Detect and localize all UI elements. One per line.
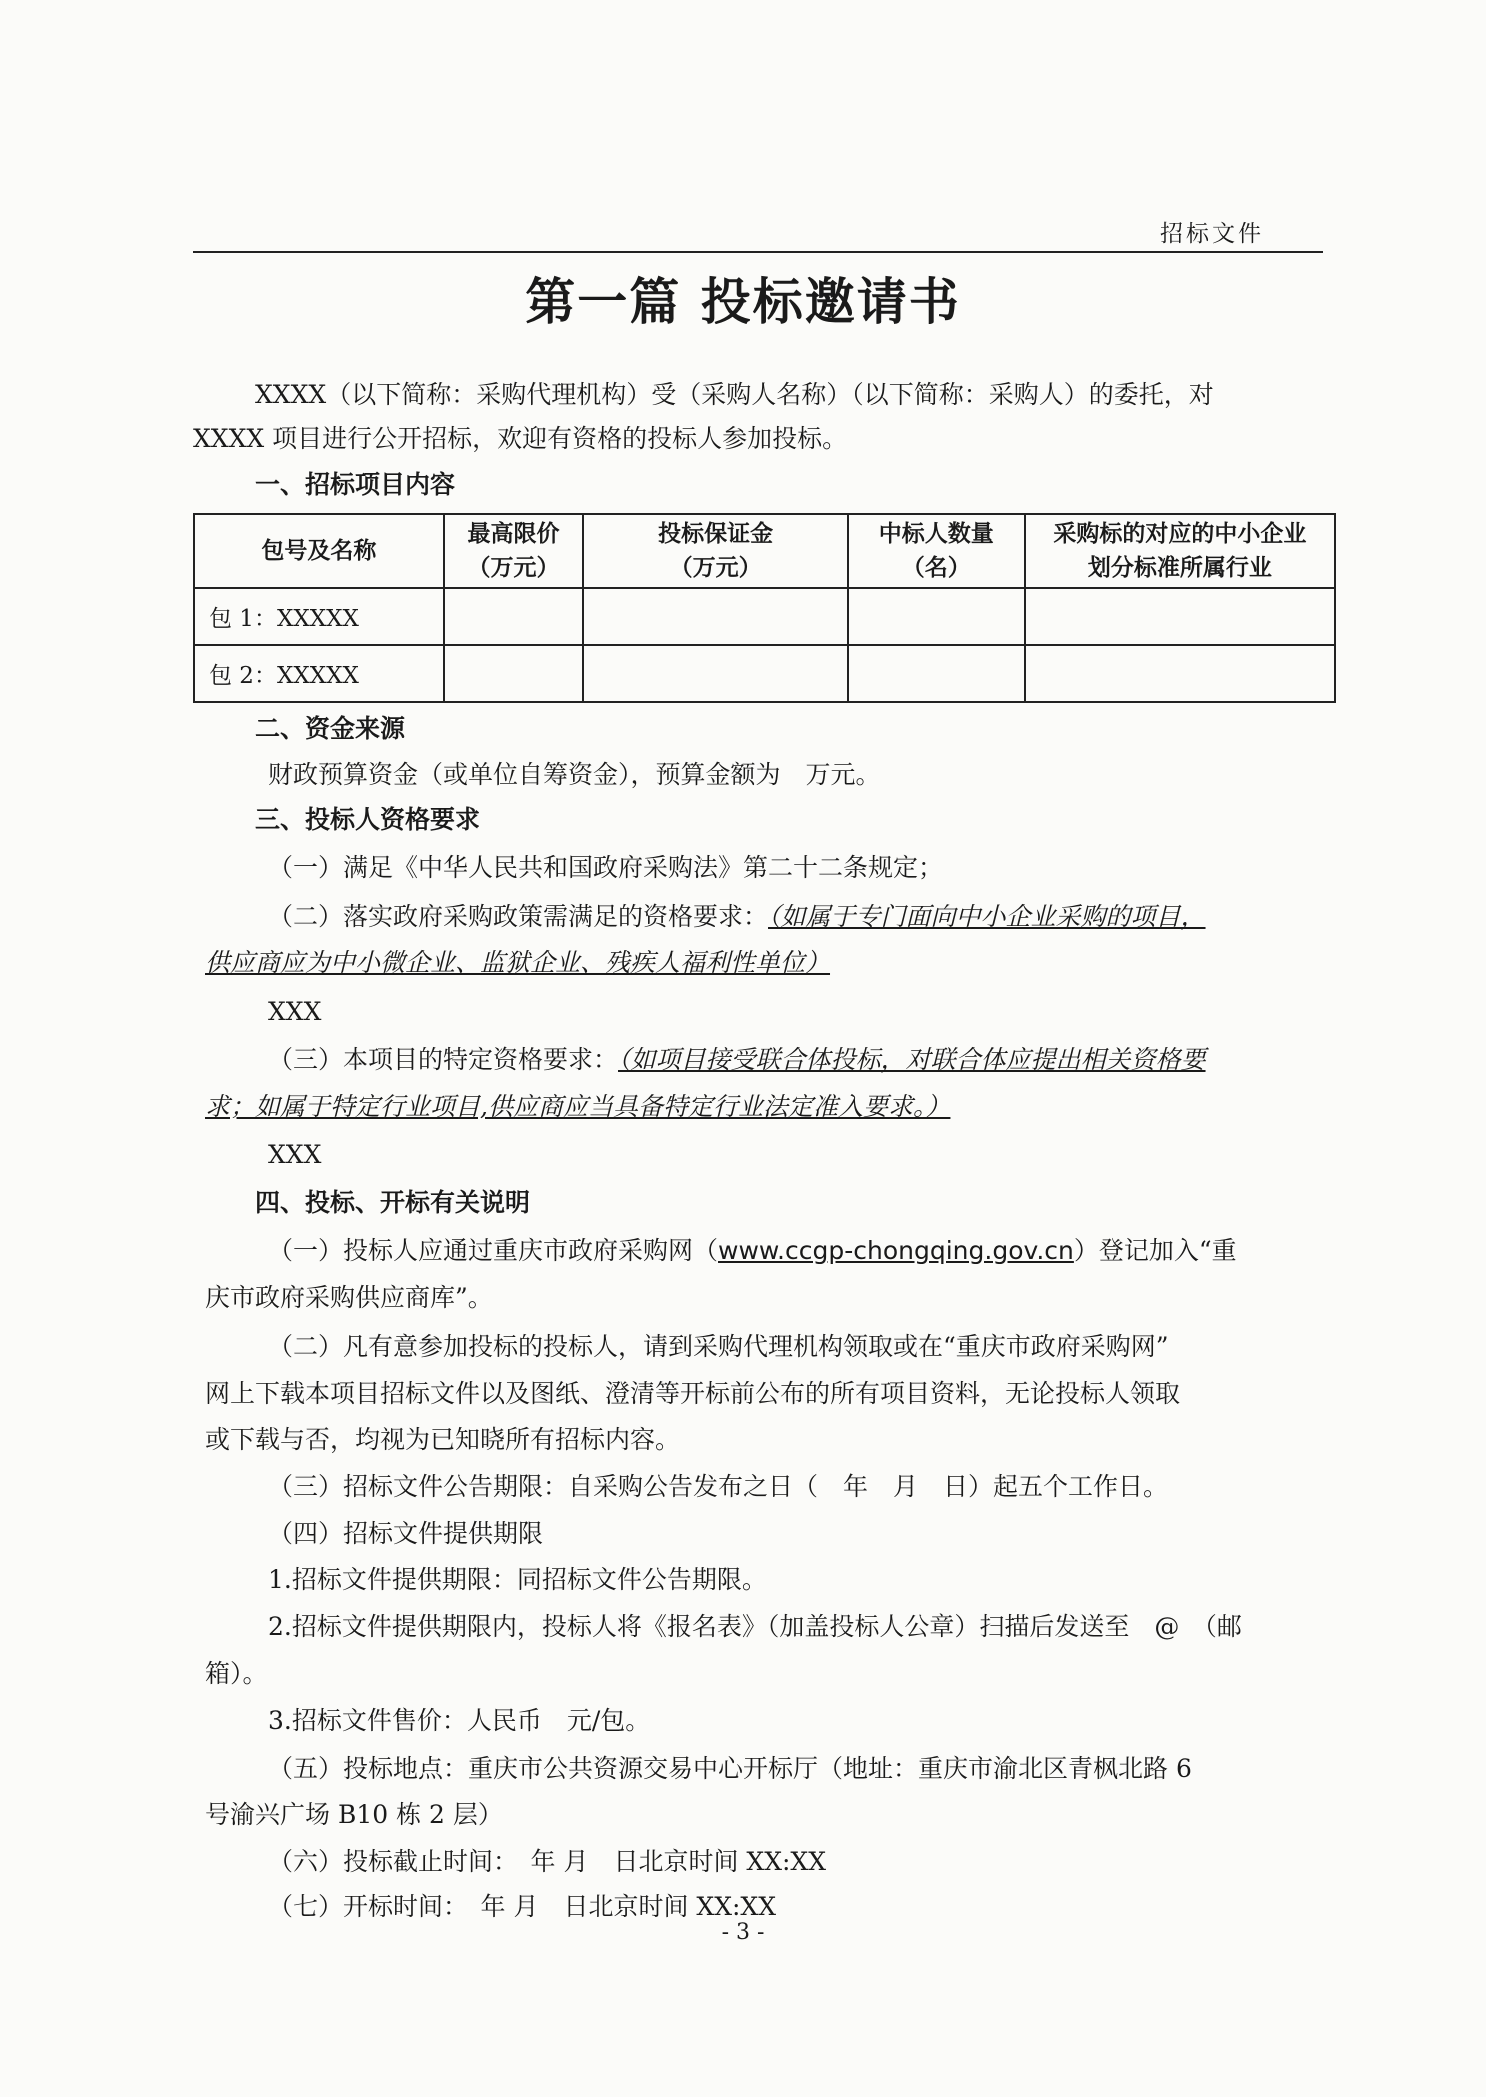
requirement-3-note: （如项目接受联合体投标，对联合体应提出相关资格要 — [618, 1045, 1206, 1074]
requirement-3-prefix: （三）本项目的特定资格要求： — [268, 1045, 619, 1074]
header-package-name: 包号及名称 — [194, 514, 444, 588]
header-sme-industry: 采购标的对应的中小企业 划分标准所属行业 — [1025, 514, 1335, 588]
requirement-3-value: XXX — [268, 1140, 322, 1169]
page-title: 第一篇 投标邀请书 — [525, 273, 961, 331]
note-4-3: 3.招标文件售价：人民币 元/包。 — [268, 1706, 651, 1735]
note-4-1: 1.招标文件提供期限：同招标文件公告期限。 — [268, 1565, 767, 1594]
table-cell — [848, 645, 1025, 702]
requirement-2-prefix: （二）落实政府采购政策需满足的资格要求： — [268, 902, 769, 931]
note-2-line-1: （二）凡有意参加投标的投标人，请到采购代理机构领取或在“重庆市政府采购网” — [268, 1332, 1169, 1361]
section-2-heading: 二、资金来源 — [255, 714, 406, 743]
table-row — [194, 645, 1335, 702]
header-label: 招标文件 — [1160, 221, 1264, 247]
section-3-heading: 三、投标人资格要求 — [255, 805, 481, 834]
header-divider — [193, 251, 1323, 253]
page-number: - 3 - — [721, 1920, 765, 1945]
note-2-line-2: 网上下载本项目招标文件以及图纸、澄清等开标前公布的所有项目资料，无论投标人领取 — [205, 1379, 1181, 1408]
note-7: （七）开标时间： 年 月 日北京时间 XX:XX — [268, 1892, 777, 1921]
header-winner-count: 中标人数量 （名） — [848, 514, 1025, 588]
note-1: （一）投标人应通过重庆市政府采购网（www.ccgp-chongqing.gov.cn）登记加入“重 — [268, 1236, 1237, 1265]
requirement-3-note-cont: 求；如属于特定行业项目,供应商应当具备特定行业法定准入要求。） — [205, 1092, 951, 1121]
note-5: （五）投标地点：重庆市公共资源交易中心开标厅（地址：重庆市渝北区青枫北路 6 — [268, 1754, 1192, 1783]
note-6: （六）投标截止时间： 年 月 日北京时间 XX:XX — [268, 1847, 827, 1876]
requirement-2 — [268, 900, 1206, 934]
section-1-heading: 一、招标项目内容 — [255, 470, 456, 499]
table-cell: 包 2：XXXXX — [194, 645, 444, 702]
note-1-cont: 庆市政府采购供应商库”。 — [205, 1283, 493, 1312]
intro-line-1: XXXX（以下简称：采购代理机构）受（采购人名称）（以下简称：采购人）的委托，对 — [255, 380, 1214, 409]
note-2-line-3: 或下载与否，均视为已知晓所有招标内容。 — [205, 1425, 681, 1454]
note-4-2-cont: 箱）。 — [205, 1659, 268, 1688]
table-cell — [583, 645, 847, 702]
table-cell — [1025, 588, 1335, 645]
note-4-2: 2.招标文件提供期限内，投标人将《报名表》（加盖投标人公章）扫描后发送至 @ （邮 — [268, 1612, 1242, 1641]
header-max-price: 最高限价 （万元） — [444, 514, 584, 588]
note-4: （四）招标文件提供期限 — [268, 1519, 544, 1548]
note-3: （三）招标文件公告期限：自采购公告发布之日（ 年 月 日）起五个工作日。 — [268, 1472, 1169, 1501]
section-4-heading: 四、投标、开标有关说明 — [255, 1188, 531, 1217]
table-cell: 包 1：XXXXX — [194, 588, 444, 645]
table-cell — [583, 588, 847, 645]
header-bid-bond: 投标保证金 （万元） — [583, 514, 847, 588]
table-row — [194, 588, 1335, 645]
table-header-row — [194, 514, 1335, 588]
requirement-1: （一）满足《中华人民共和国政府采购法》第二十二条规定； — [268, 853, 944, 882]
requirement-2-note: （如属于专门面向中小企业采购的项目， — [768, 902, 1206, 931]
ccgp-link[interactable]: www.ccgp-chongqing.gov.cn — [718, 1236, 1074, 1265]
intro-line-2: XXXX 项目进行公开招标，欢迎有资格的投标人参加投标。 — [193, 424, 848, 453]
requirement-2-note-cont: 供应商应为中小微企业、监狱企业、残疾人福利性单位） — [205, 948, 831, 977]
note-5-cont: 号渝兴广场 B10 栋 2 层） — [205, 1800, 503, 1829]
table-cell — [444, 645, 584, 702]
requirement-3 — [268, 1043, 1206, 1077]
table-cell — [848, 588, 1025, 645]
table-cell — [444, 588, 584, 645]
section-2-text: 财政预算资金（或单位自筹资金），预算金额为 万元。 — [268, 760, 881, 789]
package-table — [193, 513, 1336, 703]
table-cell — [1025, 645, 1335, 702]
requirement-2-value: XXX — [268, 997, 322, 1026]
